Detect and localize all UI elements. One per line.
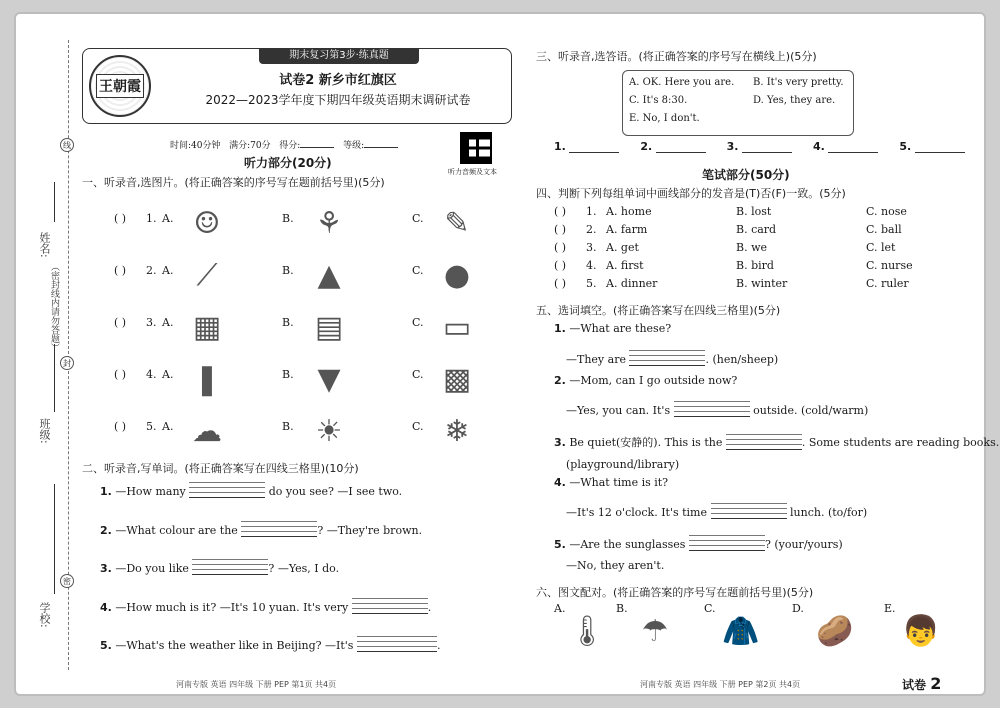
- answer-line[interactable]: [828, 141, 878, 153]
- score-field[interactable]: [300, 147, 334, 148]
- answer-line[interactable]: [241, 519, 317, 537]
- paper-number: 试卷 2: [902, 674, 942, 693]
- option-b-label: B.: [282, 316, 294, 329]
- s4-word-a: A. home: [606, 205, 652, 218]
- answer-line[interactable]: [711, 501, 787, 519]
- thermometer-icon: 🌡: [567, 613, 607, 649]
- option-b-label: B.: [282, 368, 294, 381]
- s4-answer-paren[interactable]: ( ): [554, 223, 567, 236]
- answer-line[interactable]: [569, 141, 619, 153]
- s1-number: 1.: [146, 212, 157, 225]
- publisher-logo: 王朝霞: [89, 55, 151, 117]
- paper-header: [82, 48, 512, 124]
- class-label: 班级:: [38, 418, 51, 444]
- s4-word-a: A. dinner: [606, 277, 658, 290]
- s4-word-c: C. let: [866, 241, 896, 254]
- carrot-icon: ▲: [317, 257, 341, 293]
- s4-word-b: B. card: [736, 223, 777, 236]
- rain-cloud-icon: ☁: [192, 413, 222, 449]
- binding-gutter: [16, 14, 71, 694]
- s1-answer-paren[interactable]: ( ): [114, 420, 127, 433]
- option-c-label: C.: [412, 420, 424, 433]
- s1-answer-paren[interactable]: ( ): [114, 368, 127, 381]
- s4-word-b: B. lost: [736, 205, 772, 218]
- answer-line[interactable]: [192, 557, 268, 575]
- option-b-label: B.: [282, 420, 294, 433]
- qr-label: 听力音频及文本: [448, 168, 497, 176]
- s4-word-b: B. bird: [736, 259, 774, 272]
- s2-item-1: 1. —How many do you see? —I see two.: [100, 480, 402, 498]
- s1-answer-paren[interactable]: ( ): [114, 212, 127, 225]
- s4-word-c: C. ball: [866, 223, 902, 236]
- school-building-icon: ▦: [192, 309, 222, 345]
- s4-number: 5.: [586, 277, 597, 290]
- section-6-title: 六、图文配对。(将正确答案的序号写在题前括号里)(5分): [536, 586, 814, 599]
- tomato-icon: ●: [443, 257, 471, 293]
- answer-line[interactable]: [726, 432, 802, 450]
- options-box: A. OK. Here you are. B. It's very pretty. C. It's 8:30. D. Yes, they are. E. No, I don't.: [622, 70, 854, 136]
- option-b-label: B.: [282, 264, 294, 277]
- s1-number: 3.: [146, 316, 157, 329]
- potatoes-icon: 🥔: [816, 613, 854, 649]
- option-c-label: C.: [412, 212, 424, 225]
- option-b-label: B.: [282, 212, 294, 225]
- option-c-label: C.: [412, 368, 424, 381]
- answer-line[interactable]: [352, 596, 428, 614]
- answer-line[interactable]: [357, 634, 437, 652]
- s4-word-a: A. first: [606, 259, 644, 272]
- pants-icon: ❚: [194, 361, 220, 397]
- answer-line[interactable]: [742, 141, 792, 153]
- written-title: 笔试部分(50分): [702, 168, 790, 182]
- s4-answer-paren[interactable]: ( ): [554, 259, 567, 272]
- s1-number: 2.: [146, 264, 157, 277]
- option-a-label: A.: [162, 420, 174, 433]
- s2-item-2: 2. —What colour are the ? —They're brown.: [100, 519, 422, 537]
- teacher-board-icon: ✎: [444, 205, 470, 241]
- footer-right: 河南专版 英语 四年级 下册 PEP 第2页 共4页: [640, 680, 801, 689]
- section-5-title: 五、选词填空。(将正确答案写在四线三格里)(5分): [536, 304, 781, 317]
- school-label: 学校:: [38, 602, 51, 628]
- seal-char-2: 封: [60, 356, 74, 370]
- s4-answer-paren[interactable]: ( ): [554, 277, 567, 290]
- answer-line[interactable]: [689, 533, 765, 551]
- s4-word-a: A. get: [606, 241, 639, 254]
- s1-number: 5.: [146, 420, 157, 433]
- name-label: 姓名:: [38, 232, 51, 258]
- window-icon: ▤: [314, 309, 344, 345]
- s4-number: 2.: [586, 223, 597, 236]
- listening-title: 听力部分(20分): [244, 156, 332, 170]
- rug-icon: ▭: [442, 309, 472, 345]
- s4-word-c: C. nose: [866, 205, 907, 218]
- section-2-title: 二、听录音,写单词。(将正确答案写在四线三格里)(10分): [82, 462, 359, 475]
- s4-word-b: B. we: [736, 241, 768, 254]
- option-a-label: A.: [162, 368, 174, 381]
- option-c-label: C.: [412, 316, 424, 329]
- exam-meta: 时间:40分钟 满分:70分 得分: 等级:: [170, 138, 404, 151]
- s4-answer-paren[interactable]: ( ): [554, 205, 567, 218]
- s2-item-3: 3. —Do you like ? —Yes, I do.: [100, 557, 339, 575]
- s3-answers: 1. 2. 3. 4. 5.: [554, 140, 965, 153]
- s2-item-5: 5. —What's the weather like in Beijing? —It's .: [100, 634, 440, 652]
- s1-answer-paren[interactable]: ( ): [114, 316, 127, 329]
- exam-sheet: 姓名: （密封线内请勿答题） 班级: 学校: 线 封 密 期末复习第3步·练真题 王朝霞 试卷2 新乡市红旗区 2022—2023学年度下期四年级英语期末调研试卷 时间:40分钟 满分:70分 得分: 等级: 听力音频及文本 听力部分(20分) 一、听录音,选图片。(将正确答案的序号写在题前括号里)(5分) ( ) 1. A. B. C. ☺ ⚘ ✎ ( ) 2. A. B. C. ⟋ ▲ ● ( ) 3. A. B. C. ▦ ▤ ▭ ( ) 4. A. B. C. ❚ ▼ ▩ ( ) 5. A. B. C. ☁ ☀ ❄ 二、听录音,写单词。(将正确答案写在四线三格里)(10分) 1. —How many do you see? —I see two. 2. —What colour are the ? —They're brown. 3. —Do you like ? —Yes, I do. 4. —How much is it? —It's 10 yuan. It's very . 5. —What's the weather like in Beijing? —It's . 河南专版 英语 四年级 下册 PEP 第1页 共4页 三、听录音,选答语。(将正确答案的序号写在横线上)(5分) A. OK. Here you are. B. It's very pretty. C. It's 8:30. D. Yes, they are. E. No, I don't. 1. 2. 3. 4. 5. 笔试部分(50分) 四、判断下列每组单词中画线部分的发音是(T)否(F)一致。(5分) ( ) 1. A. home B. lost C. nose ( ) 2. A. farm B. card C. ball ( ) 3. A. get B. we C. let ( ) 4. A. first B. bird C. nurse ( ) 5. A. dinner B. winter C. ruler 五、选词填空。(将正确答案写在四线三格里)(5分) 1. —What are these? —They are . (hen/sheep) 2. —Mom, can I go outside now? —Yes, you can. It's outside. (cold/warm) 3. Be quiet(安静的). This is the . Some students are reading books. (playground/library) 4. —What time is it? —It's 12 o'clock. It's time lunch. (to/for) 5. —Are the sunglasses ? (your/yours) —No, they aren't. 六、图文配对。(将正确答案的序号写在题前括号里)(5分) A. 🌡 B. ☂ C. 🧥 D. 🥔 E. 👦 河南专版 英语 四年级 下册 PEP 第2页 共4页 试卷 2: [14, 12, 986, 696]
- dress-icon: ▼: [317, 361, 341, 397]
- option-a-label: A.: [162, 316, 174, 329]
- umbrella-icon: ☂: [641, 613, 669, 649]
- review-tag: 期末复习第3步·练真题: [259, 48, 419, 64]
- sweater-icon: ▩: [442, 361, 472, 397]
- s4-number: 3.: [586, 241, 597, 254]
- option-a-label: A.: [162, 264, 174, 277]
- s2-item-4: 4. —How much is it? —It's 10 yuan. It's very .: [100, 596, 431, 614]
- s1-number: 4.: [146, 368, 157, 381]
- qr-code[interactable]: [460, 132, 492, 164]
- s1-answer-paren[interactable]: ( ): [114, 264, 127, 277]
- answer-line[interactable]: [656, 141, 706, 153]
- paper-title: 试卷2 新乡市红旗区: [279, 73, 397, 88]
- s4-number: 1.: [586, 205, 597, 218]
- boy-reading-icon: 👦: [902, 613, 940, 649]
- answer-line[interactable]: [915, 141, 965, 153]
- s4-word-b: B. winter: [736, 277, 788, 290]
- watering-plants-icon: ⚘: [315, 205, 343, 241]
- grass-icon: ⟋: [196, 257, 218, 293]
- sleeping-boy-icon: ☺: [193, 205, 221, 241]
- footer-left: 河南专版 英语 四年级 下册 PEP 第1页 共4页: [176, 680, 337, 689]
- seal-notice: （密封线内请勿答题）: [49, 262, 59, 352]
- section-1-title: 一、听录音,选图片。(将正确答案的序号写在题前括号里)(5分): [82, 176, 385, 189]
- s4-word-a: A. farm: [606, 223, 648, 236]
- answer-line[interactable]: [629, 348, 705, 366]
- sun-icon: ☀: [315, 413, 343, 449]
- answer-line[interactable]: [189, 480, 265, 498]
- s4-word-c: C. nurse: [866, 259, 913, 272]
- answer-line[interactable]: [674, 399, 750, 417]
- s4-word-c: C. ruler: [866, 277, 909, 290]
- grade-field[interactable]: [364, 147, 398, 148]
- coat-icon: 🧥: [722, 613, 760, 649]
- section-3-title: 三、听录音,选答语。(将正确答案的序号写在横线上)(5分): [536, 50, 817, 63]
- seal-char-1: 线: [60, 138, 74, 152]
- seal-char-3: 密: [60, 574, 74, 588]
- option-c-label: C.: [412, 264, 424, 277]
- section-4-title: 四、判断下列每组单词中画线部分的发音是(T)否(F)一致。(5分): [536, 187, 846, 200]
- snowy-tree-icon: ❄: [444, 413, 470, 449]
- option-a-label: A.: [162, 212, 174, 225]
- s4-answer-paren[interactable]: ( ): [554, 241, 567, 254]
- paper-subtitle: 2022—2023学年度下期四年级英语期末调研试卷: [205, 93, 471, 107]
- s4-number: 4.: [586, 259, 597, 272]
